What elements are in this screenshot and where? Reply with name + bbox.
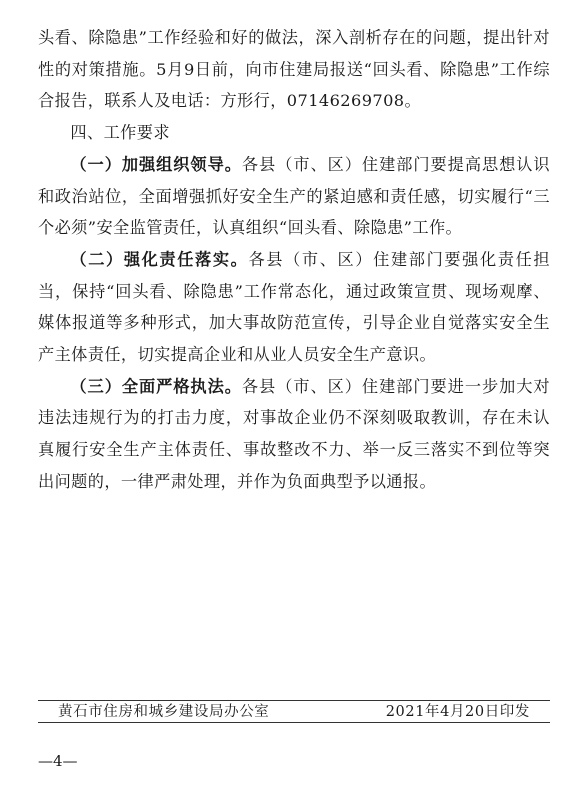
footer-bottom-rule (38, 722, 550, 723)
requirement-text-2: 各县（市、区）住建部门要强化责任担当，保持“回头看、除隐患”工作常态化，通过政策宣贯、现场观摩、媒体报道等多种形式，加大事故防范宣传，引导企业自觉落实安全生产主体责任，切实提高企业和从业人员安全生产意识。 (38, 249, 550, 365)
document-body (38, 22, 550, 498)
requirement-heading-3: （三）全面严格执法。 (70, 376, 242, 396)
footer-issuer: 黄石市住房和城乡建设局办公室 (58, 704, 270, 720)
requirement-heading-2: （二）强化责任落实。 (70, 249, 249, 269)
requirement-text-3: 各县（市、区）住建部门要进一步加大对违法违规行为的打击力度，对事故企业仍不深刻吸取教训，存在未认真履行安全生产主体责任、事故整改不力、举一反三落实不到位等突出问题的，一律严肃处理，并作为负面典型予以通报。 (38, 376, 551, 491)
section-heading: 四、工作要求 (70, 123, 170, 143)
requirement-paragraph-2 (38, 244, 550, 371)
footer-issue-date: 2021年4月20日印发 (385, 704, 530, 720)
continuation-paragraph: 头看、除隐患”工作经验和好的做法，深入剖析存在的问题，提出针对性的对策措施。5月9日前，向市住建局报送“回头看、除隐患”工作综合报告，联系人及电话：方形行，07146269708。 (38, 28, 550, 111)
requirement-heading-1: （一）加强组织领导。 (70, 154, 242, 174)
requirement-text-1: 各县（市、区）住建部门要提高思想认识和政治站位，全面增强抓好安全生产的紧迫感和责任感，切实履行“三个必须”安全监管责任，认真组织“回头看、除隐患”工作。 (38, 154, 551, 238)
footer-top-rule (38, 700, 550, 701)
page-number: —4— (38, 752, 78, 770)
requirement-paragraph-3 (38, 371, 550, 498)
requirement-paragraph-1 (38, 149, 550, 244)
